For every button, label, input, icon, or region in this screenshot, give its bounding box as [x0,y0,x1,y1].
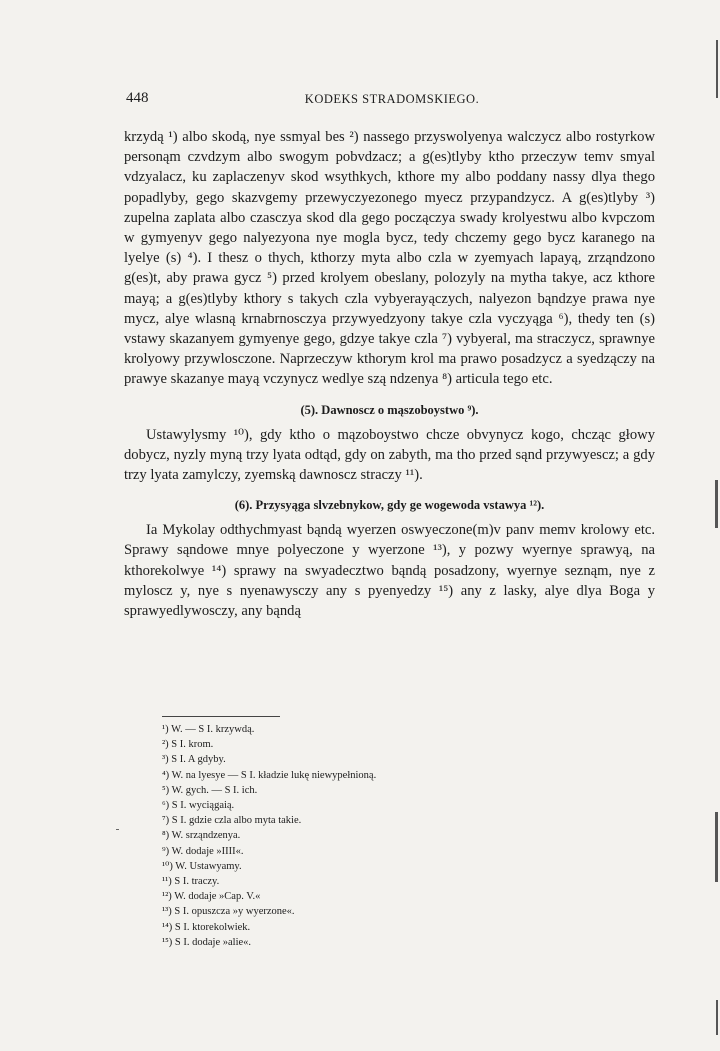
scan-edge-mark [715,812,718,882]
footnote: ⁶) S I. wyciągaią. [162,800,235,812]
footnote: ¹⁰) W. Ustawyamy. [162,860,242,872]
page-number: 448 [126,90,149,106]
scan-speck [116,829,119,830]
footnote: ¹⁵) S I. dodaje »alie«. [162,936,252,948]
footnotes-list [162,722,522,950]
footnote-divider [162,716,280,717]
paragraph: krzydą ¹) albo skodą, nye ssmyal bes ²) nassego przyswolyenya walczycz albo rostyrkow personąm czvdzym albo swogym pobvdzacz; a g(es)tlyby ktho przeczyw temv smyal vdzyalacz, ku zaplaczenyv skod wsythkych, kthore my albo poddany nassy dlya thego popadlyby, gego skazvgemy przewyczyezonego myecz przypandzycz. A g(es)tlyby ³) zupelna zaplata albo czasczya skod dla gego począczya swady krolyestwu albo kvpczom w gymyenyv gego nalyezyona nye mogla bycz, tedy chczemy gego bycz karanego na lyelye (s) ⁴). I thesz o thych, kthorzy myta albo czla w zyemyach lapayą, zrząndzono g(es)t, aby prawa gycz ⁵) przed krolyem obeslany, polozyly na mytha takye, acz kthore mayą; a g(es)tlyby kthory s takych czla vybyerayączych, nalyezon bąndzye prawa nye mycz, alye wlasną krnabrnosczya przywyedzyony takye czla vyczyąga ⁶), thedy ten (s) vstawy skazanyem gymyenye gego, gdzye takye czla ⁷) vybyeral, ma straczycz, sprawnye krolyowy przywlosczone. Naprzeczyw kthorym krol ma prawo posadzycz a syedzączy na prawye skazanye mayą vczynycz wedlye szą ndzenya ⁸) articula tego etc. [124,129,655,388]
footnote: ⁹) W. dodaje »IIII«. [162,845,244,857]
paragraph: Ia Mykolay odthychmyast bąndą wyerzen oswyeczone(m)v panv memv krolowy etc. Sprawy sąndowe mnye polyeczone y wyerzone ¹³), y pozwy wyernye sprawyą, na kthorekolwye ¹⁴) sprawy na swyadecztwo bąndą posadzony, wyernye seznąm, nye z myloscz y, nye s nyenawysczy any s pyenyedzy ¹⁵) any z lasky, alye dlya Boga y sprawyedlywosczy, any bąndą [124,522,655,620]
scan-edge-mark [715,480,718,528]
footnote: ²) S I. krom. [162,739,214,751]
footnote: ⁸) W. srząndzenya. [162,830,241,842]
scan-edge-mark [716,1000,718,1035]
footnote: ³) S I. A gdyby. [162,754,226,766]
footnote: ¹) W. — S I. krzywdą. [162,724,255,735]
body-text [124,127,655,621]
footnote: ¹¹) S I. traczy. [162,876,220,888]
footnote: ¹³) S I. opuszcza »y wyerzone«. [162,906,295,918]
section-heading-5: (5). Dawnoscz o mąszoboystwo ⁹). [300,402,479,417]
page-header [126,90,658,112]
footnote: ¹⁴) S I. ktorekolwiek. [162,921,251,933]
scan-edge-mark [716,40,718,98]
running-title: KODEKS STRADOMSKIEGO. [304,92,480,106]
footnote: ⁷) S I. gdzie czla albo myta takie. [162,815,302,827]
footnote: ¹²) W. dodaje »Cap. V.« [162,891,261,903]
footnote: ⁵) W. gych. — S I. ich. [162,784,258,796]
paragraph: Ustawylysmy ¹⁰), gdy ktho o mązoboystwo chcze obvynycz kogo, chcząc głowy dobycz, nyzly myną trzy lyata odtąd, gdy on zabyth, ma tho przed sąnd przywyescz; a gdy trzy lyata zamylczy, zyemską dawnoscz straczy ¹¹). [124,426,655,484]
section-heading-6: (6). Przysyąga slvzebnykow, gdy ge wogewoda vstawya ¹²). [234,498,545,513]
footnote: ⁴) W. na lyesye — S I. kładzie lukę niewypełnioną. [162,769,377,781]
